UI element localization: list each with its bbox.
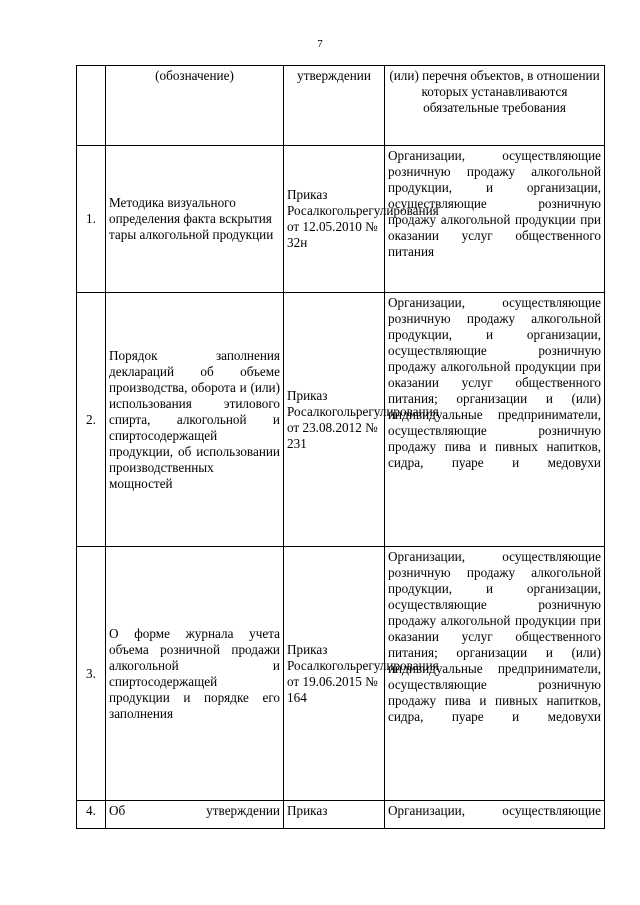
- document-name: Методика визуального определения факта вскрытия тары алкогольной продукции: [106, 146, 284, 293]
- header-subject-cell: (или) перечня объектов, в отношении которых устанавливаются обязательные требования: [385, 66, 605, 146]
- approval-document: Приказ Росалкогольрегулирования от 19.06.2015 № 164: [284, 547, 385, 801]
- requirements-table: [76, 65, 605, 829]
- approval-document: Приказ: [284, 801, 385, 829]
- row-number: 1.: [77, 146, 106, 293]
- subjects-list: Организации, осуществляющие: [385, 801, 605, 829]
- row-number: 4.: [77, 801, 106, 829]
- document-name: Порядок заполнения деклараций об объеме производства, оборота и (или) использования этилового спирта, алкогольной и спиртосодержащей продукции, об использовании производственных мощностей: [106, 293, 284, 547]
- subjects-list: Организации, осуществляющие розничную продажу алкогольной продукции, и организации, осуществляющие розничную продажу алкогольной продукции при оказании услуг общественного питания; организации и (или) индивидуальные предприниматели, осуществляющие розничную продажу пива и пивных напитков, сидра, пуаре и медовухи: [385, 293, 605, 547]
- table-row: [77, 146, 605, 293]
- header-doc-cell: утверждении: [284, 66, 385, 146]
- table-row: [77, 801, 605, 829]
- document-name: Об утверждении: [106, 801, 284, 829]
- document-name: О форме журнала учета объема розничной продажи алкогольной и спиртосодержащей продукции и порядке его заполнения: [106, 547, 284, 801]
- approval-document: Приказ Росалкогольрегулирования от 23.08.2012 № 231: [284, 293, 385, 547]
- header-num-cell: [77, 66, 106, 146]
- subjects-list: Организации, осуществляющие розничную продажу алкогольной продукции, и организации, осуществляющие розничную продажу алкогольной продукции при оказании услуг общественного питания; организации и (или) индивидуальные предприниматели, осуществляющие розничную продажу пива и пивных напитков, сидра, пуаре и медовухи: [385, 547, 605, 801]
- row-number: 2.: [77, 293, 106, 547]
- table-header-row: [77, 66, 605, 146]
- subjects-list: Организации, осуществляющие розничную продажу алкогольной продукции, и организации, осуществляющие розничную продажу алкогольной продукции при оказании услуг общественного питания: [385, 146, 605, 293]
- table-row: [77, 293, 605, 547]
- table-row: [77, 547, 605, 801]
- header-name-cell: (обозначение): [106, 66, 284, 146]
- row-number: 3.: [77, 547, 106, 801]
- page-number: 7: [317, 38, 323, 50]
- approval-document: Приказ Росалкогольрегулирования от 12.05.2010 № 32н: [284, 146, 385, 293]
